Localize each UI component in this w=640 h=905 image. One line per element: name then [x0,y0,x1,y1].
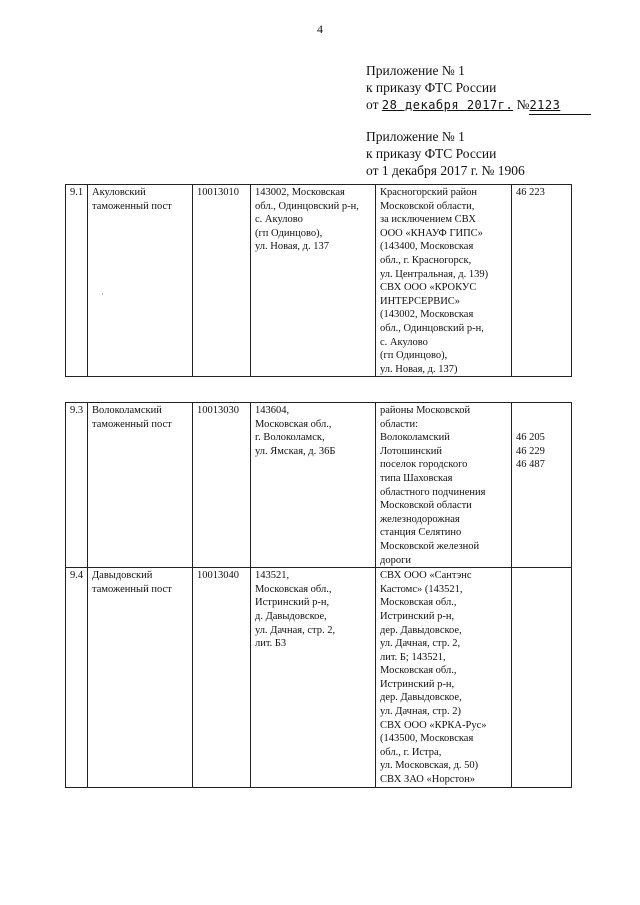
post-code-cell [193,568,251,788]
okato-code [516,418,567,432]
address-line: г. Волоколамск, [255,432,325,444]
jurisdiction-line: лит. Б; 143521, [380,651,446,663]
address-line: Московская обл., [255,418,332,430]
post-number: 9.1 [70,187,84,198]
post-number: 9.4 [70,570,84,582]
jurisdiction-line: СВХ ООО «Сантэнс [380,570,472,582]
jurisdiction-line: железнодорожная [380,513,460,525]
customs-table-part1 [65,184,572,377]
jurisdiction-line: Красногорский район [380,187,478,198]
post-code: 10013040 [197,570,239,582]
order-reference: к приказу ФТС России [366,80,497,95]
jurisdiction-line: ул. Центральная, д. 139) [380,268,489,280]
jurisdiction-line: типа Шаховская [380,472,453,484]
okato-code: 46 205 [516,432,545,444]
post-name-line: Волоколамский [92,405,162,416]
jurisdiction-line: Истринский р-н, [380,610,455,622]
jurisdiction-line: ООО «КНАУФ ГИПС» [380,227,483,239]
okato-code: 46 229 [516,445,545,457]
jurisdiction-line: районы Московской [380,405,471,416]
post-code: 10013010 [197,187,239,198]
order-date-line [366,96,591,115]
jurisdiction-line: за исключением СВХ [380,214,476,226]
jurisdiction-line: СВХ ЗАО «Норстон» [380,774,476,786]
jurisdiction-cell [376,185,512,377]
jurisdiction-line: (гп Одинцово), [380,350,448,362]
jurisdiction-line: обл., г. Красногорск, [380,254,472,266]
appendix-header-old [366,128,525,179]
jurisdiction-line: ИНТЕРСЕРВИС» [380,295,461,307]
post-number-cell [66,403,88,568]
post-address-cell [251,568,376,788]
address-line: д. Давыдовское, [255,610,327,622]
address-line: (гп Одинцово), [255,227,323,239]
address-line: с. Акулово [255,214,303,226]
post-name-line: Акуловский [92,187,146,198]
jurisdiction-line: с. Акулово [380,336,428,348]
table-row [66,185,572,377]
address-line: 143002, Московская [255,187,345,198]
post-name-line: таможенный пост [92,583,172,595]
jurisdiction-line: поселок городского [380,459,468,471]
order-number-handwritten: 2123 [529,97,591,115]
jurisdiction-line: Кастомс» (143521, [380,583,463,595]
order-number-sign: № [516,97,530,112]
jurisdiction-cell [376,403,512,568]
customs-table-part2 [65,402,572,788]
jurisdiction-line: Московская обл., [380,665,457,677]
jurisdiction-line: ул. Дачная, стр. 2, [380,638,461,650]
jurisdiction-line: обл., Одинцовский р-н, [380,322,484,334]
post-name-cell [88,403,193,568]
okato-cell [512,568,572,788]
page-number: 4 [317,22,323,36]
okato-cell [512,403,572,568]
post-name-cell [88,568,193,788]
jurisdiction-line: Лотошинский [380,445,442,457]
jurisdiction-line: Московской области [380,500,472,512]
order-date-handwritten: 28 декабря 2017г. [381,98,514,112]
okato-code: 46 223 [516,187,545,198]
jurisdiction-line: СВХ ООО «КРКА-Рус» [380,719,487,731]
jurisdiction-line: области: [380,418,419,430]
jurisdiction-line: Волоколамский [380,432,450,444]
jurisdiction-line: обл., г. Истра, [380,746,442,758]
jurisdiction-line: дороги [380,554,412,566]
order-reference-old: к приказу ФТС России [366,146,497,161]
jurisdiction-line: ул. Новая, д. 137) [380,363,458,375]
okato-code: 46 487 [516,459,545,471]
address-line: лит. Б3 [255,638,287,650]
post-code-cell [193,403,251,568]
address-line: ул. Дачная, стр. 2, [255,624,336,636]
post-number-cell [66,568,88,788]
address-line: обл., Одинцовский р-н, [255,200,359,212]
post-code: 10013030 [197,405,239,416]
jurisdiction-line: дер. Давыдовское, [380,692,462,704]
post-number-cell [66,185,88,377]
address-line: 143521, [255,570,290,582]
jurisdiction-line: Московской области, [380,200,475,212]
appendix-header-new [366,62,591,115]
post-address-cell [251,403,376,568]
order-date-old: от 1 декабря 2017 г. № 1906 [366,163,525,178]
jurisdiction-line: Истринский р-н, [380,678,455,690]
post-name-line: Давыдовский [92,570,153,582]
jurisdiction-line: станция Селятино [380,527,462,539]
jurisdiction-line: (143002, Московская [380,309,474,321]
jurisdiction-line: ул. Московская, д. 50) [380,760,479,772]
address-line: Московская обл., [255,583,332,595]
jurisdiction-cell [376,568,512,788]
address-line: ул. Ямская, д. 36Б [255,445,336,457]
jurisdiction-line: дер. Давыдовское, [380,624,462,636]
okato-cell [512,185,572,377]
jurisdiction-line: областного подчинения [380,486,486,498]
address-line: 143604, [255,405,290,416]
address-line: Истринский р-н, [255,597,330,609]
post-name-cell [88,185,193,377]
appendix-title: Приложение № 1 [366,63,465,78]
order-date-prefix: от [366,97,379,112]
jurisdiction-line: (143500, Московская [380,733,474,745]
appendix-title-old: Приложение № 1 [366,129,465,144]
jurisdiction-line: ул. Дачная, стр. 2) [380,706,461,718]
table-row [66,403,572,568]
post-address-cell [251,185,376,377]
address-line: ул. Новая, д. 137 [255,241,330,253]
post-number: 9.3 [70,405,84,416]
jurisdiction-line: СВХ ООО «КРОКУС [380,282,477,294]
jurisdiction-line: Московская обл., [380,597,457,609]
table-row [66,568,572,788]
scan-mark: · [101,290,104,299]
okato-code [516,404,567,418]
post-name-line: таможенный пост [92,200,172,212]
jurisdiction-line: (143400, Московская [380,241,474,253]
post-name-line: таможенный пост [92,418,172,430]
post-code-cell [193,185,251,377]
jurisdiction-line: Московской железной [380,540,480,552]
